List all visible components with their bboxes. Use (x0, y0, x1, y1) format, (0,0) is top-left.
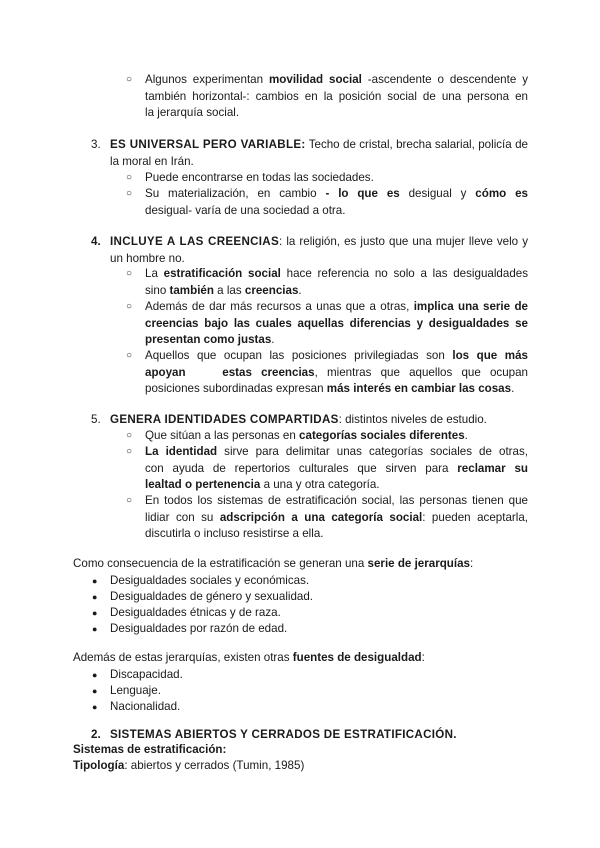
circle-bullet-icon: ○ (126, 268, 133, 279)
section-2-number: 2. (91, 728, 101, 741)
typology-line: Tipología: abiertos y cerrados (Tumin, 1985) (73, 759, 305, 772)
circle-bullet-icon: ○ (126, 188, 133, 199)
section-3-text: ES UNIVERSAL PERO VARIABLE: Techo de cristal, brecha salarial, policía de la moral en Irán. (110, 138, 528, 168)
circle-bullet-icon: ○ (126, 495, 133, 506)
list-item: Nacionalidad. (110, 700, 181, 713)
section-4-sub-1: ○ La estratificación social hace referencia no solo a las desigualdades sino también a las creencias. (126, 267, 529, 297)
section-4-number: 4. (91, 235, 101, 248)
section-5-sub-3: ○ En todos los sistemas de estratificación social, las personas tienen que lidiar con su adscripción a una categoría social: pueden aceptarla, discutirla o incluso resistirse a ella. (126, 494, 529, 541)
circle-bullet-icon: ○ (126, 430, 133, 441)
section-3-sub-1: ○ Puede encontrarse en todas las sociedades. (145, 170, 528, 187)
list-item: Desigualdades de género y sexualidad. (110, 590, 314, 603)
section-3-heading: ES UNIVERSAL PERO VARIABLE: (110, 138, 306, 151)
circle-bullet-icon: ○ (126, 446, 133, 457)
section-4-heading: INCLUYE A LAS CREENCIAS (110, 235, 280, 248)
dot-bullet-icon: ● (92, 592, 98, 602)
dot-bullet-icon: ● (92, 608, 98, 618)
list-item: Desigualdades sociales y económicas. (110, 574, 310, 587)
section-4-sub-2: ○ Además de dar más recursos a unas que a otras, implica una serie de creencias bajo las cuales aquellas diferencias y desigualdades se presentan como justas. (126, 300, 528, 347)
dot-bullet-icon: ● (92, 576, 98, 586)
section-2-title: SISTEMAS ABIERTOS Y CERRADOS DE ESTRATIFICACIÓN. (110, 728, 457, 741)
circle-bullet-icon: ○ (126, 350, 133, 361)
dot-bullet-icon: ● (92, 702, 98, 712)
dot-bullet-icon: ● (92, 670, 98, 680)
list-item: Desigualdades étnicas y de raza. (110, 606, 281, 619)
sources-intro: Además de estas jerarquías, existen otras fuentes de desigualdad: (73, 651, 425, 664)
section-5-sub-1: ○ Que sitúan a las personas en categorías sociales diferentes. (145, 428, 528, 445)
list-item: Lenguaje. (110, 684, 161, 697)
consequence-intro: Como consecuencia de la estratificación se generan una serie de jerarquías: (73, 557, 474, 570)
dot-bullet-icon: ● (92, 686, 98, 696)
top-sub-item: ○ Algunos experimentan movilidad social -ascendente o descendente y también horizontal-: cambios en la posición social de una persona en la jerarquía social. (126, 73, 529, 120)
section-5-heading: GENERA IDENTIDADES COMPARTIDAS (110, 413, 339, 426)
circle-bullet-icon: ○ (126, 172, 133, 183)
circle-bullet-icon: ○ (126, 74, 133, 85)
section-4-text: INCLUYE A LAS CREENCIAS: la religión, es justo que una mujer lleve velo y un hombre no. (110, 235, 528, 265)
list-item: Discapacidad. (110, 668, 183, 681)
list-item: Desigualdades por razón de edad. (110, 622, 288, 635)
dot-bullet-icon: ● (92, 624, 98, 634)
section-3-sub-2: ○ Su materialización, en cambio - lo que es desigual y cómo es desigual- varía de una sociedad a otra. (126, 187, 528, 217)
section-3-number: 3. (91, 138, 101, 151)
section-2-subtitle: Sistemas de estratificación: (73, 743, 227, 756)
section-5-text: GENERA IDENTIDADES COMPARTIDAS: distintos niveles de estudio. (110, 413, 487, 426)
section-5-number: 5. (91, 413, 101, 426)
section-5-sub-2: ○ La identidad sirve para delimitar unas categorías sociales de otras, con ayuda de repertorios culturales que sirven para reclamar su lealtad o pertenencia a una y otra categoría. (126, 445, 528, 492)
circle-bullet-icon: ○ (126, 301, 133, 312)
section-4-sub-3: ○ Aquellos que ocupan las posiciones privilegiadas son los que más apoyan estas creencias, mientras que aquellos que ocupan posiciones subordinadas expresan más interés en cambiar las cosas. (126, 349, 529, 396)
